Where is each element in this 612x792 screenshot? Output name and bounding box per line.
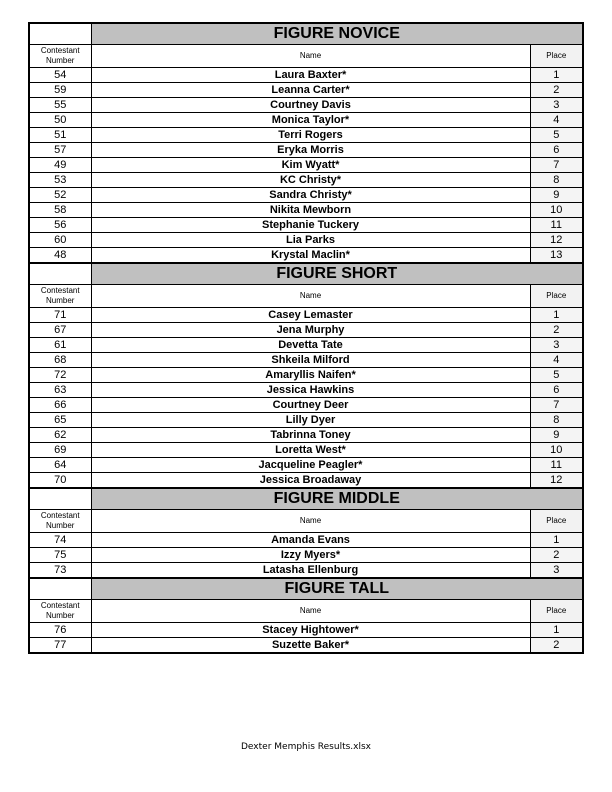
section-title-row — [29, 263, 583, 285]
contestant-name: Nikita Mewborn — [91, 203, 530, 218]
contestant-number: 49 — [29, 158, 91, 173]
place-header: Place — [530, 45, 583, 68]
contestant-name: Devetta Tate — [91, 338, 530, 353]
contestant-place: 6 — [530, 143, 583, 158]
table-row — [29, 248, 583, 264]
contestant-number: 57 — [29, 143, 91, 158]
table-row — [29, 338, 583, 353]
section-title-figure-tall: FIGURE TALL — [91, 578, 583, 600]
column-header-row — [29, 600, 583, 623]
table-row — [29, 428, 583, 443]
contestant-number: 65 — [29, 413, 91, 428]
contestant-name: Lilly Dyer — [91, 413, 530, 428]
contestant-place: 4 — [530, 353, 583, 368]
section-title-spacer — [29, 23, 91, 45]
name-header: Name — [91, 510, 530, 533]
contestant-name: Krystal Maclin* — [91, 248, 530, 264]
contestant-place: 1 — [530, 308, 583, 323]
contestant-place: 7 — [530, 158, 583, 173]
contestant-number: 69 — [29, 443, 91, 458]
contestant-place: 8 — [530, 173, 583, 188]
contestant-number: 72 — [29, 368, 91, 383]
column-header-row — [29, 285, 583, 308]
contestant-place: 12 — [530, 233, 583, 248]
contestant-number: 62 — [29, 428, 91, 443]
contestant-place: 10 — [530, 443, 583, 458]
table-row — [29, 98, 583, 113]
contestant-name: Lia Parks — [91, 233, 530, 248]
contestant-place: 1 — [530, 68, 583, 83]
table-row — [29, 113, 583, 128]
contestant-name: Terri Rogers — [91, 128, 530, 143]
contestant-number-header: Contestant Number — [29, 45, 91, 68]
table-row — [29, 83, 583, 98]
file-name-footer: Dexter Memphis Results.xlsx — [241, 742, 371, 752]
section-title-figure-middle: FIGURE MIDDLE — [91, 488, 583, 510]
contestant-place: 2 — [530, 83, 583, 98]
table-row — [29, 143, 583, 158]
contestant-number: 70 — [29, 473, 91, 489]
table-row — [29, 563, 583, 579]
name-header: Name — [91, 600, 530, 623]
contestant-name: Jena Murphy — [91, 323, 530, 338]
contestant-place: 9 — [530, 428, 583, 443]
section-title-spacer — [29, 488, 91, 510]
table-row — [29, 218, 583, 233]
contestant-name: Eryka Morris — [91, 143, 530, 158]
contestant-place: 6 — [530, 383, 583, 398]
contestant-place: 5 — [530, 128, 583, 143]
table-row — [29, 353, 583, 368]
contestant-place: 4 — [530, 113, 583, 128]
contestant-name: KC Christy* — [91, 173, 530, 188]
table-row — [29, 458, 583, 473]
contestant-name: Amanda Evans — [91, 533, 530, 548]
contestant-name: Suzette Baker* — [91, 638, 530, 654]
table-row — [29, 443, 583, 458]
contestant-place: 3 — [530, 98, 583, 113]
contestant-number: 51 — [29, 128, 91, 143]
table-row — [29, 473, 583, 489]
contestant-number: 73 — [29, 563, 91, 579]
contestant-name: Casey Lemaster — [91, 308, 530, 323]
section-title-spacer — [29, 263, 91, 285]
table-row — [29, 368, 583, 383]
section-title-row — [29, 23, 583, 45]
table-row — [29, 548, 583, 563]
contestant-place: 12 — [530, 473, 583, 489]
contestant-name: Jacqueline Peagler* — [91, 458, 530, 473]
contestant-number: 48 — [29, 248, 91, 264]
column-header-row — [29, 510, 583, 533]
table-row — [29, 173, 583, 188]
contestant-number: 60 — [29, 233, 91, 248]
contestant-number: 68 — [29, 353, 91, 368]
table-row — [29, 308, 583, 323]
table-row — [29, 623, 583, 638]
contestant-name: Leanna Carter* — [91, 83, 530, 98]
contestant-place: 9 — [530, 188, 583, 203]
contestant-name: Amaryllis Naifen* — [91, 368, 530, 383]
contestant-name: Courtney Deer — [91, 398, 530, 413]
contestant-name: Shkeila Milford — [91, 353, 530, 368]
contestant-name: Stacey Hightower* — [91, 623, 530, 638]
table-row — [29, 383, 583, 398]
contestant-place: 2 — [530, 638, 583, 654]
contestant-number: 58 — [29, 203, 91, 218]
contestant-number: 74 — [29, 533, 91, 548]
contestant-place: 10 — [530, 203, 583, 218]
contestant-number: 75 — [29, 548, 91, 563]
table-row — [29, 68, 583, 83]
contestant-number: 55 — [29, 98, 91, 113]
contestant-place: 2 — [530, 548, 583, 563]
contestant-number: 76 — [29, 623, 91, 638]
contestant-number: 56 — [29, 218, 91, 233]
contestant-number: 77 — [29, 638, 91, 654]
contestant-place: 7 — [530, 398, 583, 413]
contestant-name: Kim Wyatt* — [91, 158, 530, 173]
table-row — [29, 533, 583, 548]
contestant-number-header: Contestant Number — [29, 510, 91, 533]
contestant-number: 59 — [29, 83, 91, 98]
contestant-place: 5 — [530, 368, 583, 383]
contestant-number: 50 — [29, 113, 91, 128]
contestant-number-header: Contestant Number — [29, 600, 91, 623]
contestant-number-header: Contestant Number — [29, 285, 91, 308]
table-row — [29, 158, 583, 173]
place-header: Place — [530, 285, 583, 308]
contestant-place: 1 — [530, 533, 583, 548]
section-title-row — [29, 578, 583, 600]
table-row — [29, 398, 583, 413]
table-row — [29, 233, 583, 248]
contestant-place: 3 — [530, 338, 583, 353]
contestant-place: 11 — [530, 218, 583, 233]
contestant-place: 13 — [530, 248, 583, 264]
contestant-name: Monica Taylor* — [91, 113, 530, 128]
section-title-spacer — [29, 578, 91, 600]
table-row — [29, 203, 583, 218]
contestant-number: 52 — [29, 188, 91, 203]
contestant-name: Courtney Davis — [91, 98, 530, 113]
table-row — [29, 413, 583, 428]
table-row — [29, 638, 583, 654]
contestant-number: 64 — [29, 458, 91, 473]
column-header-row — [29, 45, 583, 68]
section-title-figure-short: FIGURE SHORT — [91, 263, 583, 285]
contestant-place: 8 — [530, 413, 583, 428]
contestant-place: 11 — [530, 458, 583, 473]
contestant-place: 2 — [530, 323, 583, 338]
section-title-figure-novice: FIGURE NOVICE — [91, 23, 583, 45]
contestant-place: 1 — [530, 623, 583, 638]
contestant-name: Latasha Ellenburg — [91, 563, 530, 579]
results-sheet — [28, 22, 582, 654]
contestant-number: 54 — [29, 68, 91, 83]
results-table — [28, 22, 584, 654]
table-row — [29, 128, 583, 143]
table-row — [29, 188, 583, 203]
place-header: Place — [530, 600, 583, 623]
contestant-name: Laura Baxter* — [91, 68, 530, 83]
section-title-row — [29, 488, 583, 510]
name-header: Name — [91, 45, 530, 68]
contestant-name: Jessica Hawkins — [91, 383, 530, 398]
contestant-number: 66 — [29, 398, 91, 413]
contestant-number: 67 — [29, 323, 91, 338]
contestant-name: Loretta West* — [91, 443, 530, 458]
contestant-name: Stephanie Tuckery — [91, 218, 530, 233]
contestant-number: 71 — [29, 308, 91, 323]
place-header: Place — [530, 510, 583, 533]
table-row — [29, 323, 583, 338]
contestant-number: 61 — [29, 338, 91, 353]
contestant-name: Sandra Christy* — [91, 188, 530, 203]
contestant-number: 53 — [29, 173, 91, 188]
contestant-place: 3 — [530, 563, 583, 579]
contestant-name: Tabrinna Toney — [91, 428, 530, 443]
name-header: Name — [91, 285, 530, 308]
contestant-name: Izzy Myers* — [91, 548, 530, 563]
contestant-name: Jessica Broadaway — [91, 473, 530, 489]
contestant-number: 63 — [29, 383, 91, 398]
